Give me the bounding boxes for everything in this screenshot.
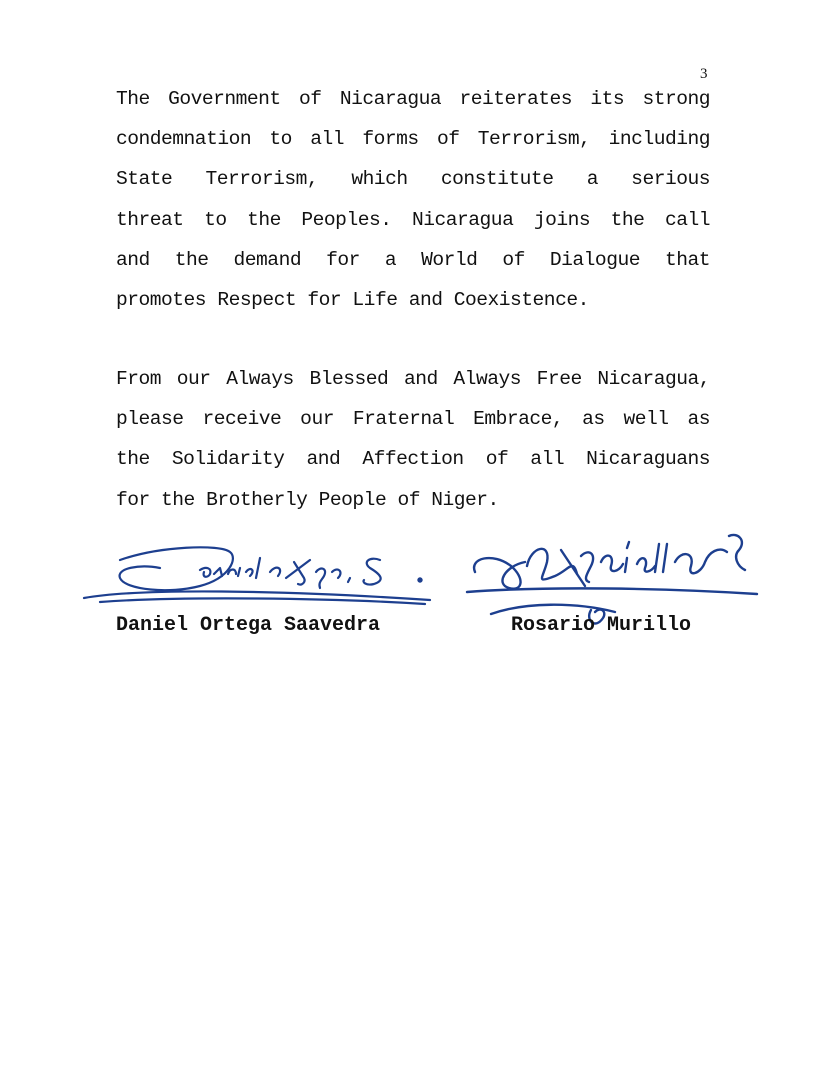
paragraph-condemnation: [116, 79, 710, 320]
signature-daniel-ortega: [80, 538, 440, 614]
paragraph-line: please receive our Fraternal Embrace, as well as: [116, 408, 710, 431]
paragraph-line: promotes Respect for Life and Coexistence.: [116, 288, 589, 311]
paragraph-line: the Solidarity and Affection of all Nicaraguans: [116, 448, 710, 471]
paragraph-line: condemnation to all forms of Terrorism, including: [116, 128, 710, 151]
paragraph-line: The Government of Nicaragua reiterates its strong: [116, 88, 710, 110]
paragraph-line: From our Always Blessed and Always Free Nicaragua,: [116, 368, 710, 390]
paragraph-line: State Terrorism, which constitute a serious: [116, 168, 710, 191]
paragraph-line: and the demand for a World of Dialogue that: [116, 248, 710, 271]
page-number: 3: [700, 66, 708, 82]
signatory-name: Rosario Murillo: [511, 614, 692, 637]
paragraph-line: threat to the Peoples. Nicaragua joins the call: [116, 208, 710, 231]
paragraph-line: for the Brotherly People of Niger.: [116, 488, 499, 511]
paragraph-greeting: [116, 359, 710, 520]
signatory-name: Daniel Ortega Saavedra: [116, 614, 381, 637]
